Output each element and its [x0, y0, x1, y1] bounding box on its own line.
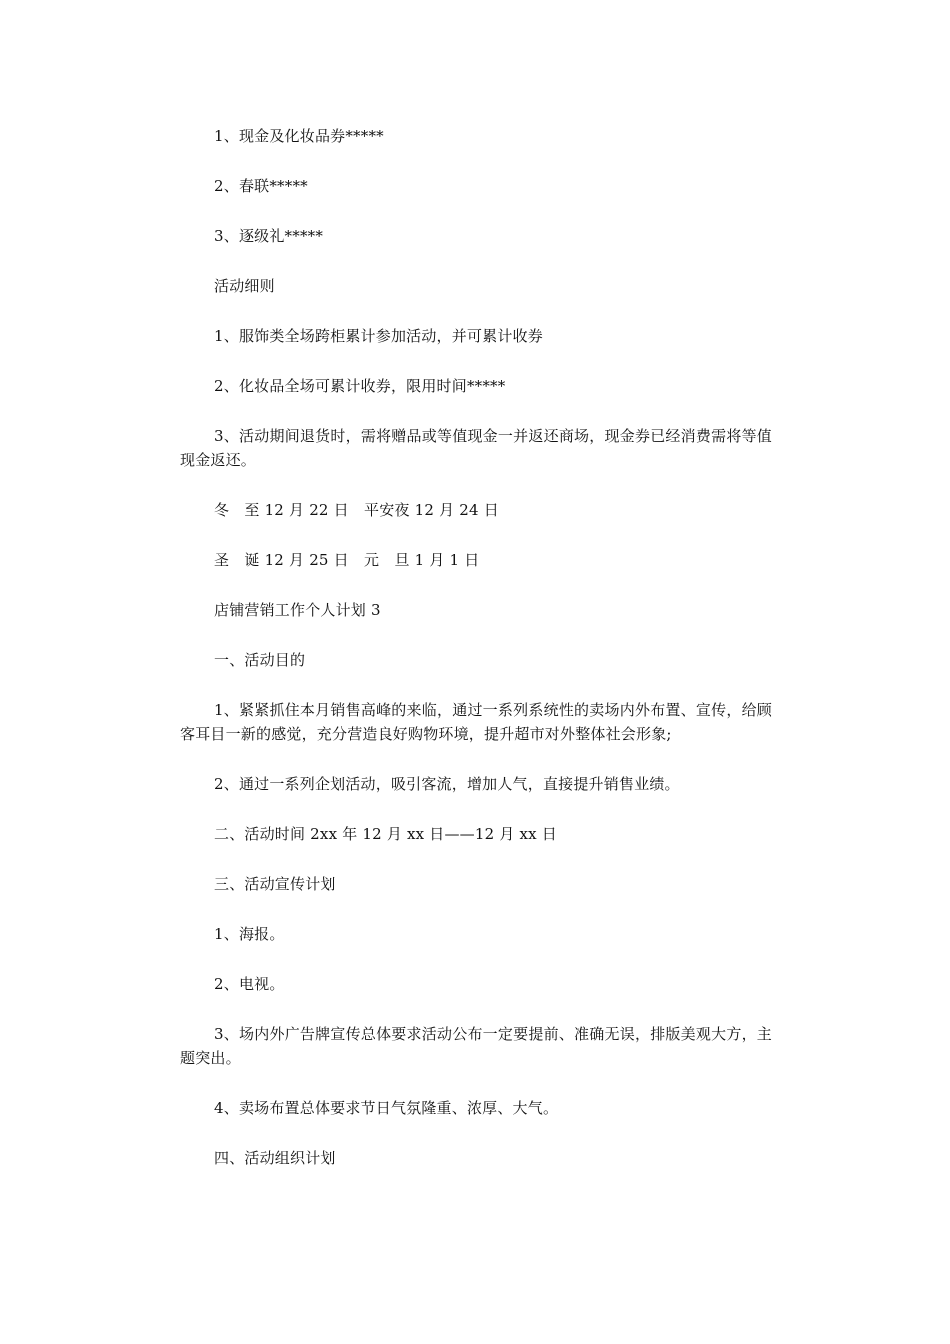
paragraph-dates-1: 冬 至 12 月 22 日 平安夜 12 月 24 日 [214, 501, 499, 519]
section-heading-organization: 四、活动组织计划 [214, 1149, 336, 1167]
paragraph-prize-cash-coupon: 1、现金及化妆品券***** [214, 127, 384, 145]
paragraph-prize-couplets: 2、春联***** [214, 177, 308, 195]
paragraph-dates-2: 圣 诞 12 月 25 日 元 旦 1 月 1 日 [214, 551, 480, 569]
document-subtitle: 店铺营销工作个人计划 3 [214, 601, 381, 619]
paragraph-prize-tiered-gift: 3、逐级礼***** [214, 227, 324, 245]
paragraph-purpose-1: 1、紧紧抓住本月销售高峰的来临，通过一系列系统性的卖场内外布置、宣传，给顾客耳目一新的感觉，充分营造良好购物环境，提升超市对外整体社会形象; [180, 701, 772, 743]
paragraph-promotion-layout: 4、卖场布置总体要求节日气氛隆重、浓厚、大气。 [214, 1099, 559, 1117]
section-heading-time: 二、活动时间 2xx 年 12 月 xx 日——12 月 xx 日 [214, 825, 557, 843]
document-body [180, 124, 772, 1196]
paragraph-promotion-poster: 1、海报。 [214, 925, 285, 943]
paragraph-purpose-2: 2、通过一系列企划活动，吸引客流，增加人气，直接提升销售业绩。 [214, 775, 680, 793]
paragraph-rule-2: 2、化妆品全场可累计收券，限用时间***** [214, 377, 506, 395]
section-heading-promotion: 三、活动宣传计划 [214, 875, 336, 893]
section-heading-purpose: 一、活动目的 [214, 651, 306, 669]
paragraph-promotion-tv: 2、电视。 [214, 975, 285, 993]
paragraph-rule-3: 3、活动期间退货时，需将赠品或等值现金一并返还商场，现金券已经消费需将等值现金返还。 [180, 427, 772, 469]
paragraph-rule-1: 1、服饰类全场跨柜累计参加活动，并可累计收券 [214, 327, 543, 345]
section-heading-rules: 活动细则 [214, 277, 275, 295]
paragraph-promotion-billboard: 3、场内外广告牌宣传总体要求活动公布一定要提前、准确无误，排版美观大方，主题突出。 [180, 1025, 772, 1067]
